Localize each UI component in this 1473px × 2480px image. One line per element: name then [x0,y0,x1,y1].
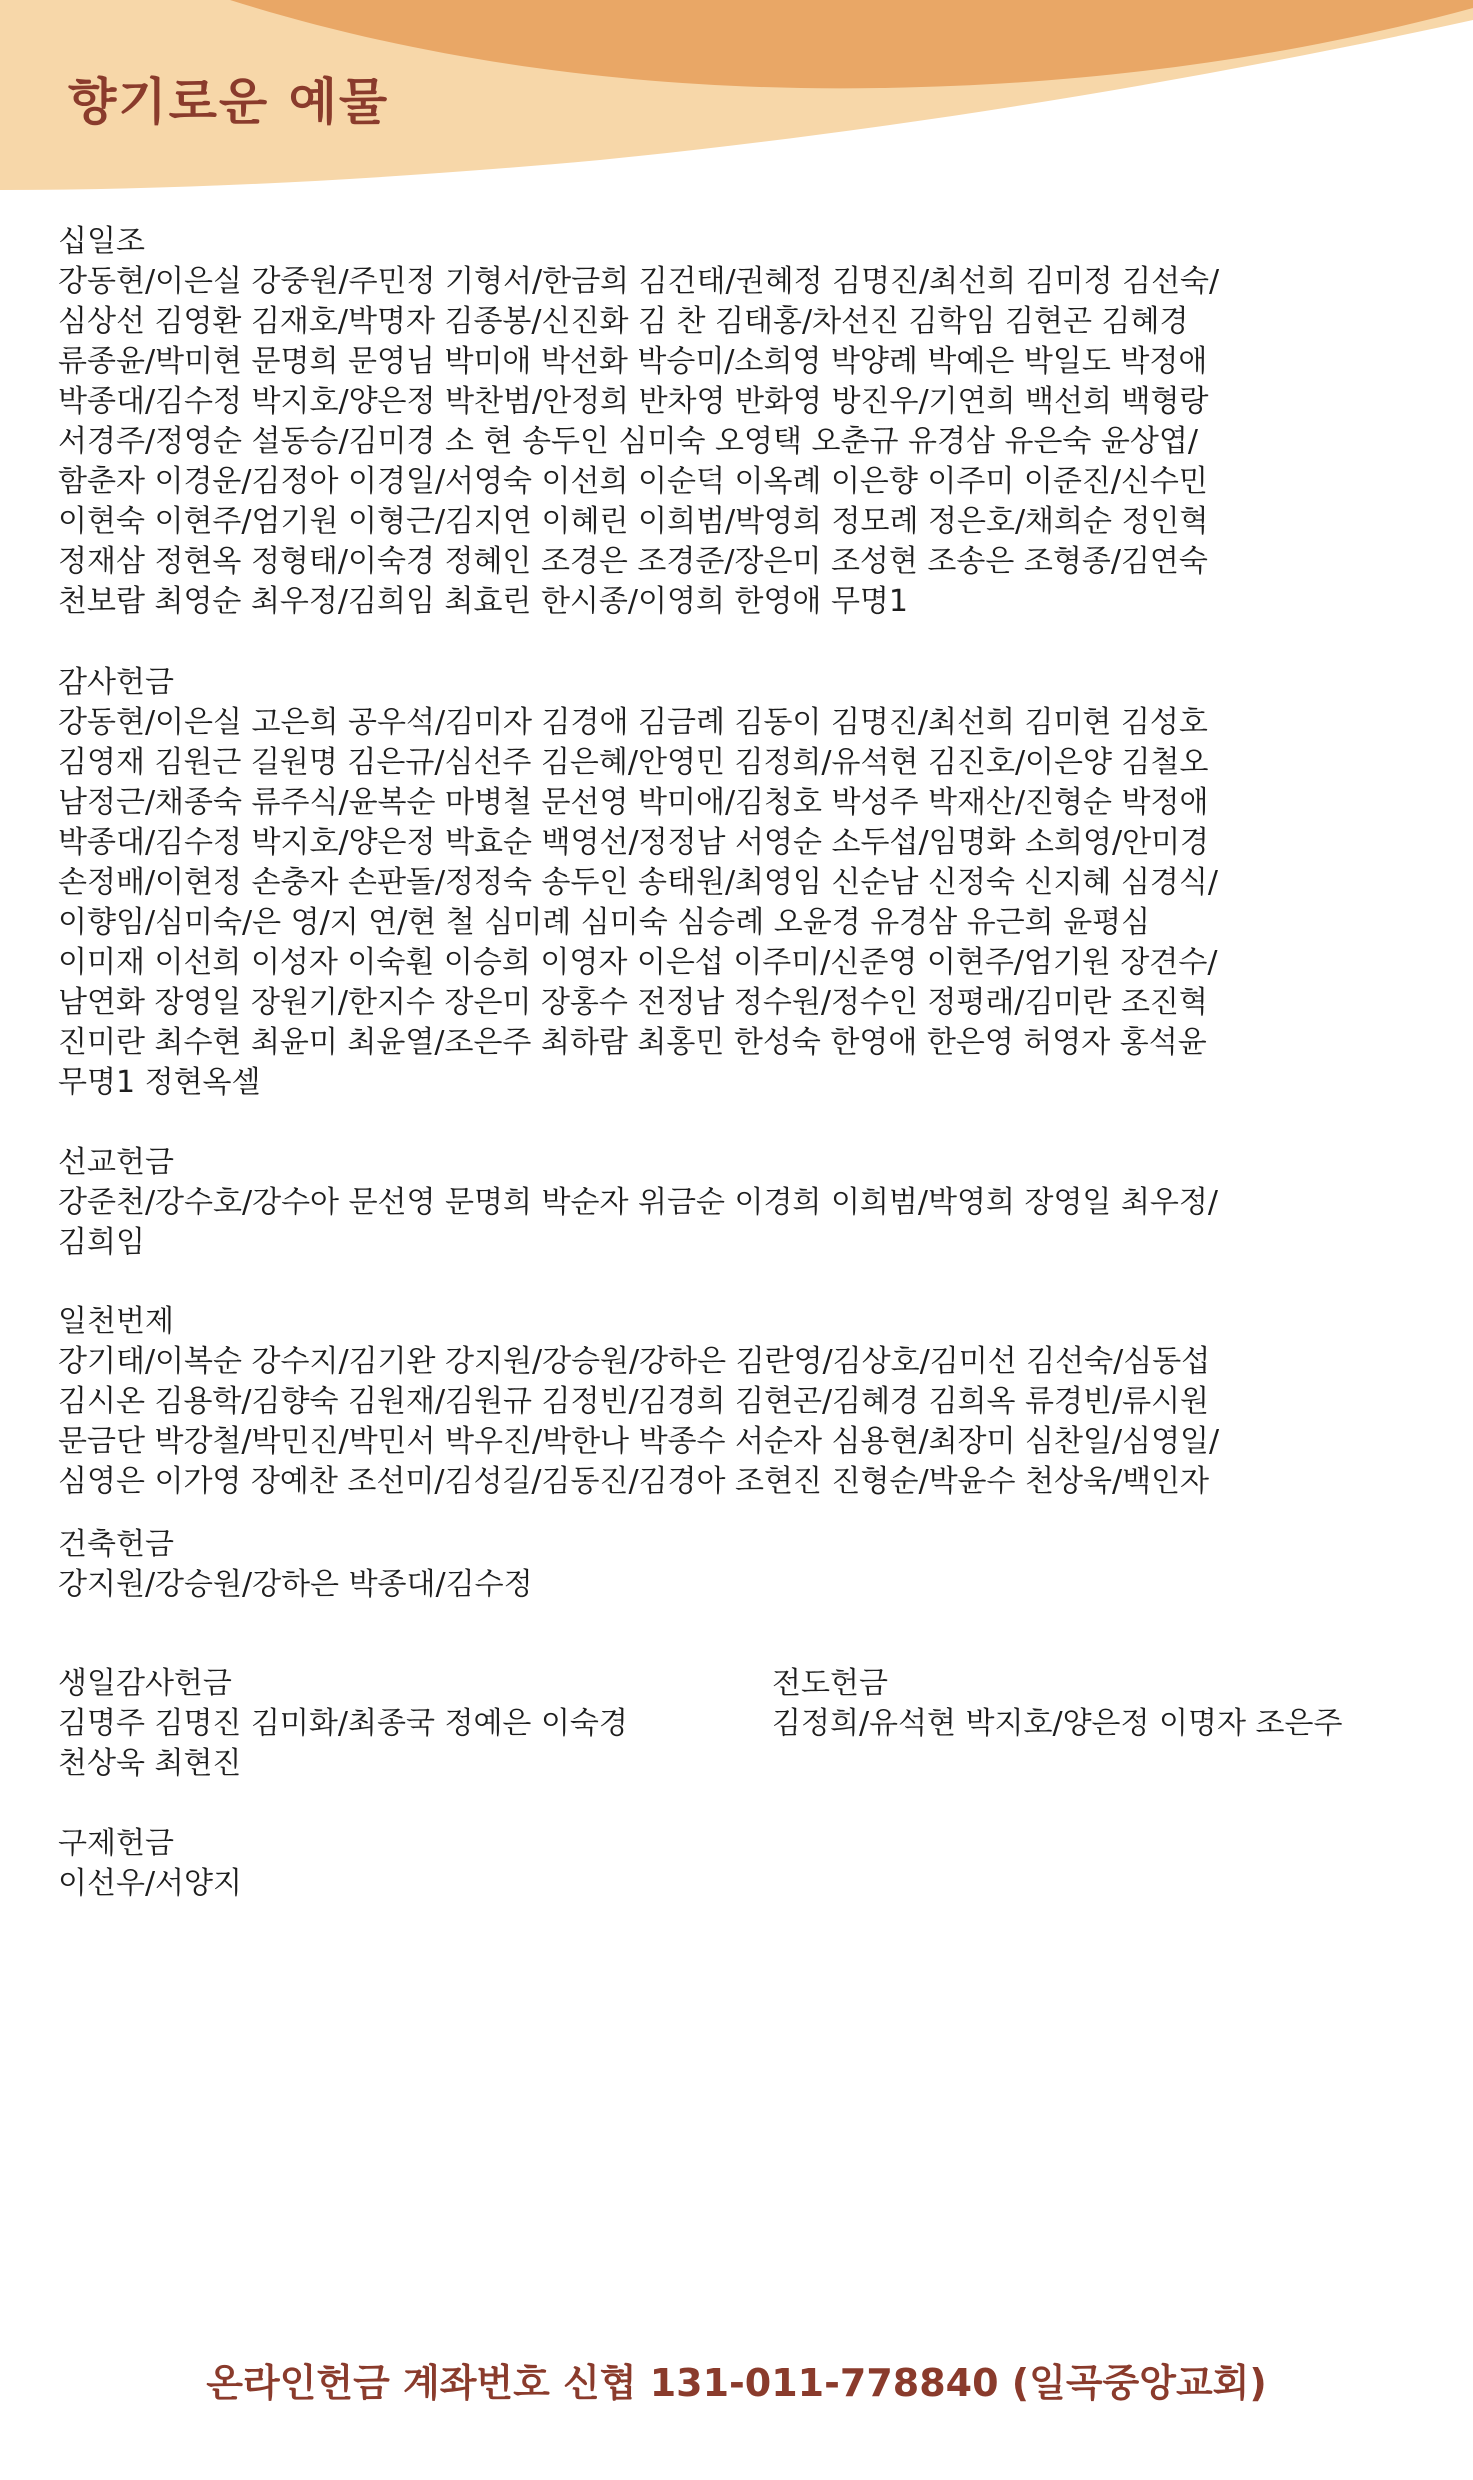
section-heading: 감사헌금 [58,665,174,700]
section-birthday [58,1664,748,1784]
section-body: 강지원/강승원/강하은 박종대/김수정 [58,1567,533,1602]
section-heading: 전도헌금 [772,1666,888,1701]
section-thanksgiving [58,663,1438,1103]
section-heading: 십일조 [58,224,145,259]
section-evangelism [772,1664,1462,1744]
section-building [58,1525,1438,1605]
section-heading: 일천번제 [58,1304,174,1339]
section-heading: 구제헌금 [58,1826,174,1861]
page-title: 향기로운 예물 [68,73,390,131]
section-tithe [58,222,1438,622]
section-body: 김정희/유석현 박지호/양은정 이명자 조은주 [772,1706,1343,1741]
section-body: 강기태/이복순 강수지/김기완 강지원/강승원/강하은 김란영/김상호/김미선 김선숙/심동섭 김시온 김용학/김향숙 김원재/김원규 김정빈/김경희 김현곤/김혜경 김희옥 류경빈/류시원 문금단 박강철/박민진/박민서 박우진/박한나 박종수 서순자 심용현/최장미 심찬일/심영일/ 심영은 이가영 장예찬 조선미/김성길/김동진/김경아 조현진 진형순/박윤수 천상욱/백인자 [58,1344,1220,1499]
section-body: 김명주 김명진 김미화/최종국 정예은 이숙경 천상욱 최현진 [58,1706,628,1781]
footer-account-info: 온라인헌금 계좌번호 신협 131-011-778840 (일곡중앙교회) [206,2361,1267,2405]
section-body: 이선우/서양지 [58,1866,242,1901]
section-relief [58,1824,1438,1904]
section-heading: 건축헌금 [58,1527,174,1562]
section-body: 강동현/이은실 강중원/주민정 기형서/한금희 김건태/권혜정 김명진/최선희 김미정 김선숙/ 심상선 김영환 김재호/박명자 김종봉/신진화 김 찬 김태홍/차선진 김학임 김현곤 김혜경 류종윤/박미현 문명희 문영님 박미애 박선화 박승미/소희영 박양례 박예은 박일도 박정애 박종대/김수정 박지호/양은정 박찬범/안정희 반차영 반화영 방진우/기연희 백선희 백형랑 서경주/정영순 설동승/김미경 소 현 송두인 심미숙 오영택 오춘규 유경삼 유은숙 윤상엽/ 함춘자 이경운/김정아 이경일/서영숙 이선희 이순덕 이옥례 이은향 이주미 이준진/신수민 이현숙 이현주/엄기원 이형근/김지연 이혜린 이희범/박영희 정모례 정은호/채희순 정인혁 정재삼 정현옥 정형태/이숙경 정혜인 조경은 조경준/장은미 조성현 조송은 조형종/김연숙 천보람 최영순 최우정/김희임 최효린 한시종/이영희 한영애 무명1 [58,264,1220,619]
section-mission [58,1143,1438,1263]
section-one-thousand [58,1302,1438,1502]
section-heading: 생일감사헌금 [58,1666,232,1701]
section-body: 강준천/강수호/강수아 문선영 문명희 박순자 위금순 이경희 이희범/박영희 장영일 최우정/ 김희임 [58,1185,1218,1260]
section-body: 강동현/이은실 고은희 공우석/김미자 김경애 김금례 김동이 김명진/최선희 김미현 김성호 김영재 김원근 길원명 김은규/심선주 김은혜/안영민 김정희/유석현 김진호/이은양 김철오 남정근/채종숙 류주식/윤복순 마병철 문선영 박미애/김청호 박성주 박재산/진형순 박정애 박종대/김수정 박지호/양은정 박효순 백영선/정정남 서영순 소두섭/임명화 소희영/안미경 손정배/이현정 손충자 손판돌/정정숙 송두인 송태원/최영임 신순남 신정숙 신지혜 심경식/ 이향임/심미숙/은 영/지 연/현 철 심미례 심미숙 심승례 오윤경 유경삼 유근희 윤평심 이미재 이선희 이성자 이숙훤 이승희 이영자 이은섭 이주미/신준영 이현주/엄기원 장견수/ 남연화 장영일 장원기/한지수 장은미 장홍수 전정남 정수원/정수인 정평래/김미란 조진혁 진미란 최수현 최윤미 최윤열/조은주 최하람 최홍민 한성숙 한영애 한은영 허영자 홍석윤 무명1 정현옥셀 [58,705,1218,1100]
section-heading: 선교헌금 [58,1145,174,1180]
